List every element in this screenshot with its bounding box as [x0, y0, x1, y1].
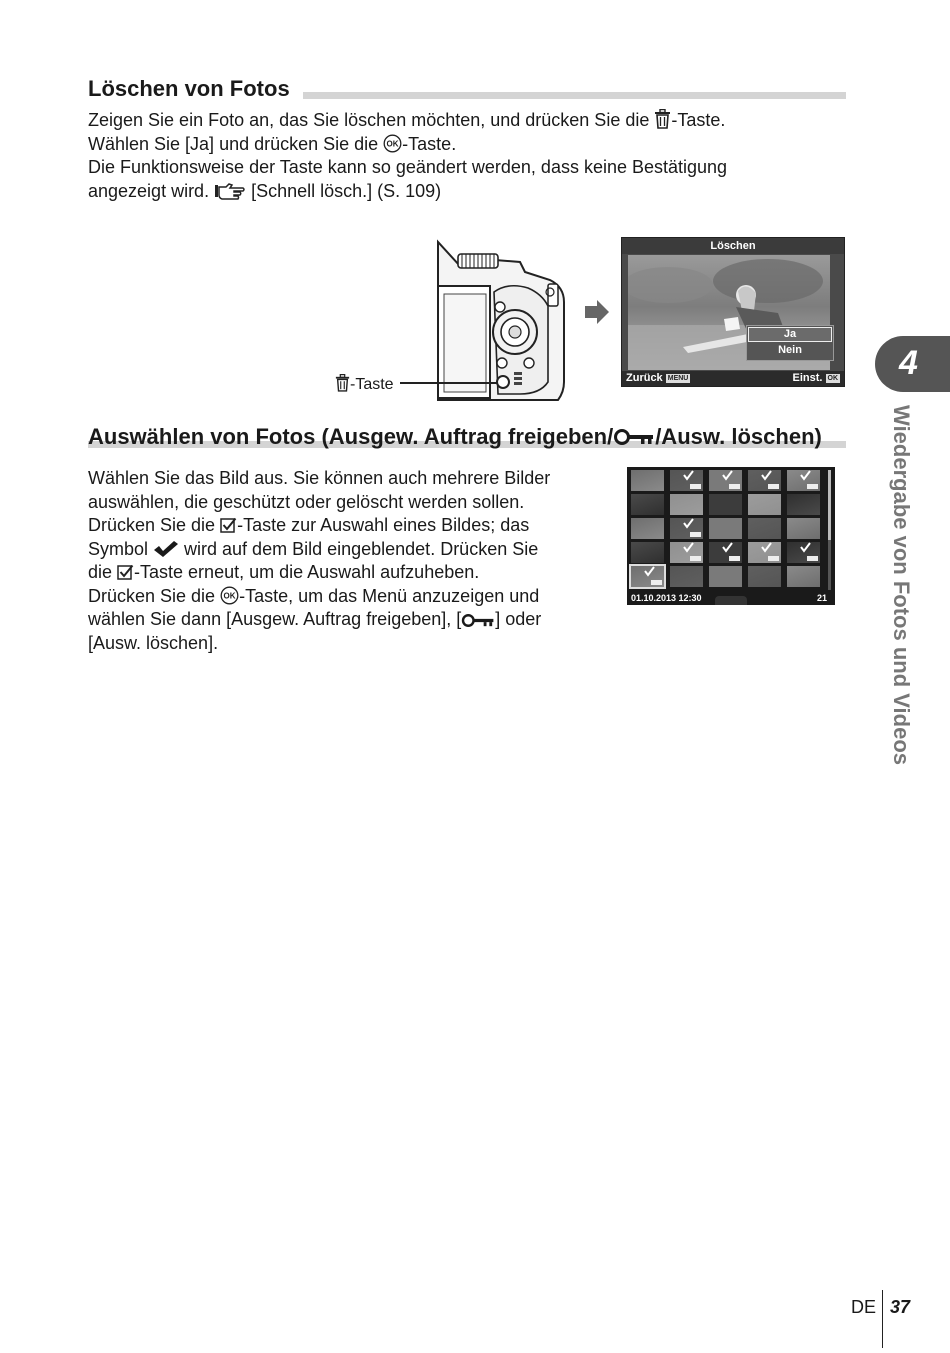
thumbnail[interactable] [748, 566, 781, 587]
up-arrow-icon [715, 596, 747, 605]
thumbnail[interactable] [631, 518, 664, 539]
section-title-select: Auswählen von Fotos (Ausgew. Auftrag freigeben/ /Ausw. löschen) [88, 424, 822, 449]
svg-text:OK: OK [386, 139, 399, 149]
thumbnail[interactable] [787, 494, 820, 515]
checkmark-icon [670, 542, 703, 563]
trash-icon [654, 109, 671, 129]
thumbnail[interactable] [670, 542, 703, 563]
callout-line [400, 382, 498, 384]
checkmark-icon [748, 542, 781, 563]
grid-footer [627, 591, 835, 605]
section-title-delete: Löschen von Fotos [88, 76, 290, 101]
checkmark-icon [670, 518, 703, 539]
thumbnail[interactable] [631, 494, 664, 515]
thumbnail[interactable] [787, 566, 820, 587]
ok-button-icon [383, 134, 402, 153]
thumbnail[interactable] [709, 470, 742, 491]
checkmark-icon [670, 470, 703, 491]
thumbnail[interactable] [787, 518, 820, 539]
thumbnail[interactable] [670, 494, 703, 515]
checkmark-icon [748, 470, 781, 491]
thumbnail[interactable] [670, 518, 703, 539]
footer-divider [882, 1290, 883, 1348]
checkmark-icon [153, 540, 179, 558]
thumbnail[interactable] [709, 494, 742, 515]
thumbnail[interactable] [748, 494, 781, 515]
checkmark-icon [709, 542, 742, 563]
menu-title: Löschen [622, 238, 844, 254]
back-label: Zurück [626, 372, 663, 384]
delete-instructions: Zeigen Sie ein Foto an, das Sie löschen möchten, und drücken Sie die -Taste. Wählen Sie [Ja] und drücken Sie die OK -Taste. Die Funktionsweise der Taste kann so geändert werden, dass keine Bestätigung angezeigt wird. [Schnell lösch.] (S. 109) [88, 110, 728, 201]
set-label: Einst. [792, 372, 823, 384]
thumbnail-grid-screen [627, 467, 835, 605]
thumbnail[interactable] [787, 542, 820, 563]
checkmark-icon [787, 542, 820, 563]
menu-footer [622, 371, 844, 386]
confirm-dialog [746, 325, 834, 361]
checkmark-icon [709, 470, 742, 491]
checkbox-button-icon [220, 517, 237, 534]
thumbnail[interactable] [748, 542, 781, 563]
ok-button-tag: OK [827, 375, 838, 382]
thumbnail[interactable] [709, 566, 742, 587]
thumbnail[interactable] [670, 470, 703, 491]
thumbnail[interactable] [631, 542, 664, 563]
thumbnail[interactable] [631, 566, 664, 587]
thumbnail[interactable] [709, 518, 742, 539]
callout-label: -Taste [350, 376, 394, 393]
option-yes[interactable]: Ja [748, 327, 832, 342]
thumbnail[interactable] [748, 518, 781, 539]
page-number: 37 [890, 1297, 911, 1317]
arrow-right-icon [585, 298, 609, 326]
thumbnail[interactable] [631, 470, 664, 491]
chapter-title: Wiedergabe von Fotos und Videos [889, 405, 914, 765]
option-no[interactable]: Nein [778, 344, 802, 356]
thumbnail[interactable] [670, 566, 703, 587]
trash-button-callout [335, 374, 394, 394]
delete-confirm-screen [621, 237, 845, 387]
thumbnail[interactable] [787, 470, 820, 491]
thumbnail[interactable] [709, 542, 742, 563]
select-instructions: Wählen Sie das Bild aus. Sie können auch mehrere Bilder auswählen, die geschützt oder gelöscht werden sollen. Drücken Sie die -Taste zur Auswahl eines Bildes; das Symbol wird auf dem Bild eingeblendet. Drücken Sie die -Taste erneut, um die Auswahl aufzuheben. Drücken Sie die OK -Taste, um das Menü anzuzeigen und wählen Sie dann [Ausgew. Auftrag freigeben], [ ] oder [Ausw. löschen]. [88, 468, 551, 653]
chapter-tab [875, 336, 950, 392]
scroll-thumb [828, 470, 831, 540]
section-rule [303, 92, 846, 99]
checkbox-button-icon [117, 564, 134, 581]
chapter-number: 4 [899, 344, 918, 382]
protect-key-icon [461, 613, 495, 628]
checkmark-icon [787, 470, 820, 491]
checkmark-icon [631, 566, 664, 587]
menu-button-tag: MENU [667, 375, 689, 382]
protect-key-icon [613, 428, 655, 446]
datetime-label: 01.10.2013 12:30 [631, 593, 702, 603]
trash-icon [335, 374, 350, 392]
language-label: DE [851, 1297, 877, 1317]
image-count: 21 [816, 593, 827, 603]
camera-back-illustration [430, 232, 570, 402]
reference-hand-icon [214, 182, 246, 200]
svg-text:OK: OK [223, 591, 236, 601]
thumbnail[interactable] [748, 470, 781, 491]
ok-button-icon [220, 586, 239, 605]
